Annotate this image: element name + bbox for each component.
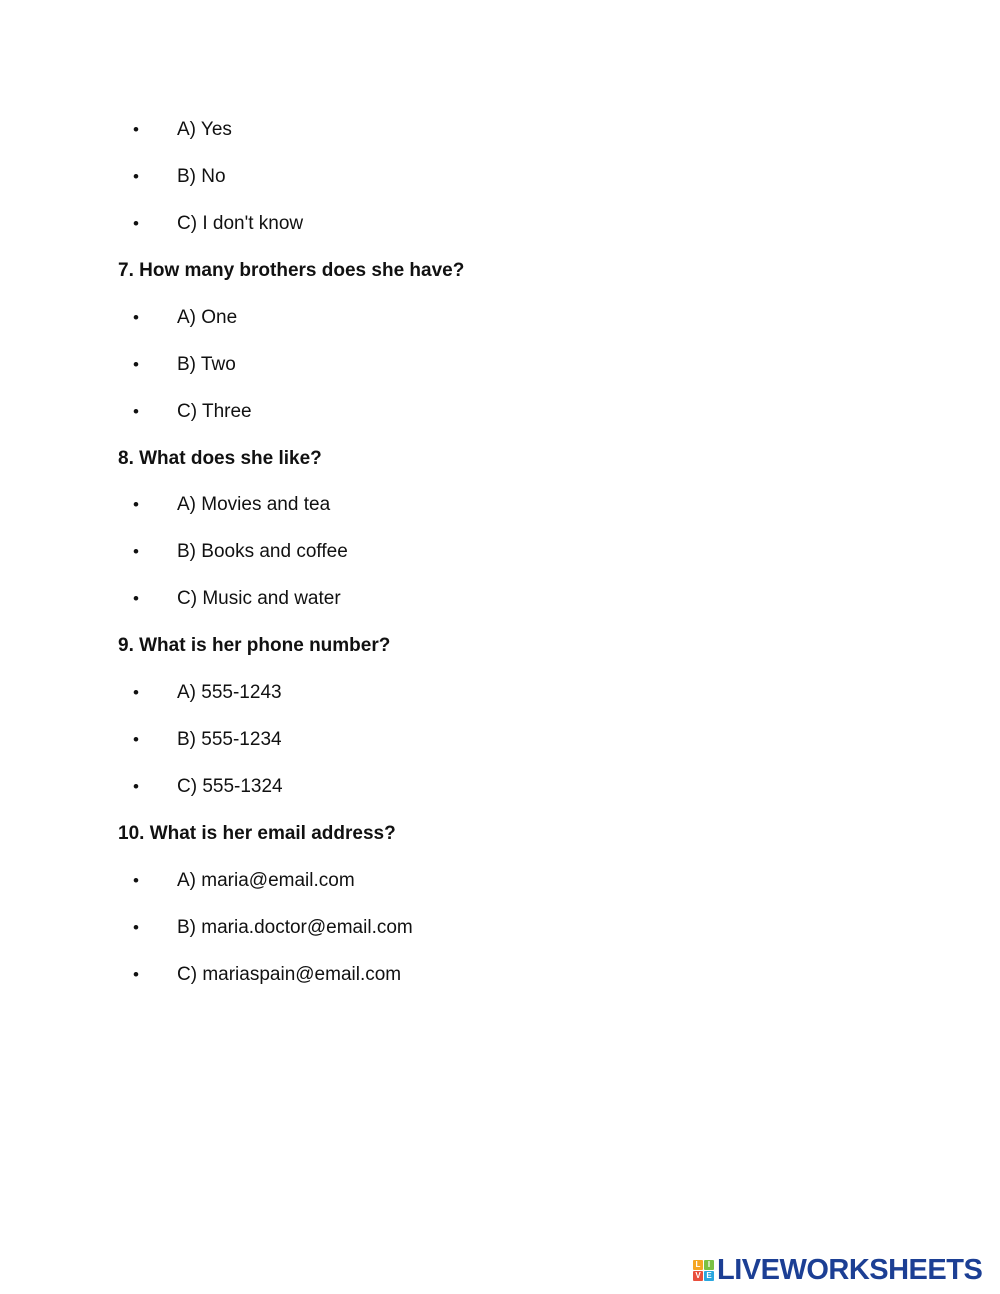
- bullet: •: [133, 308, 139, 327]
- option-label: B) No: [177, 166, 226, 187]
- logo-mark-icon: [693, 1260, 714, 1281]
- logo-mark-cell: V: [693, 1271, 703, 1281]
- option-q8-c[interactable]: [133, 588, 341, 610]
- bullet: •: [133, 683, 139, 702]
- option-label: C) Three: [177, 401, 252, 422]
- bullet: •: [133, 355, 139, 374]
- option-label: A) Movies and tea: [177, 494, 331, 515]
- option-label: C) mariaspain@email.com: [177, 964, 402, 985]
- option-label: C) I don't know: [177, 213, 304, 234]
- question-10-title: 10. What is her email address?: [118, 823, 396, 844]
- option-q9-b[interactable]: [133, 729, 282, 751]
- option-q8-b[interactable]: [133, 541, 348, 563]
- logo-mark-cell: L: [693, 1260, 703, 1270]
- option-q9-c[interactable]: [133, 776, 283, 798]
- logo-text: LIVEWORKSHEETS: [717, 1254, 983, 1286]
- option-q7-c[interactable]: [133, 401, 252, 423]
- option-label: A) maria@email.com: [177, 870, 355, 891]
- bullet: •: [133, 965, 139, 984]
- bullet: •: [133, 495, 139, 514]
- liveworksheets-logo: [693, 1255, 982, 1285]
- option-q6-b[interactable]: [133, 166, 226, 188]
- option-q6-a[interactable]: [133, 119, 232, 141]
- option-label: C) Music and water: [177, 588, 341, 609]
- bullet: •: [133, 918, 139, 937]
- option-q8-a[interactable]: [133, 494, 330, 516]
- option-q10-c[interactable]: [133, 964, 401, 986]
- option-q7-a[interactable]: [133, 307, 237, 329]
- option-label: B) Two: [177, 354, 236, 375]
- bullet: •: [133, 730, 139, 749]
- bullet: •: [133, 542, 139, 561]
- bullet: •: [133, 589, 139, 608]
- option-label: B) Books and coffee: [177, 541, 348, 562]
- option-label: B) maria.doctor@email.com: [177, 917, 413, 938]
- bullet: •: [133, 871, 139, 890]
- option-label: B) 555-1234: [177, 729, 282, 750]
- option-q7-b[interactable]: [133, 354, 236, 376]
- question-8-title: 8. What does she like?: [118, 448, 322, 469]
- option-label: A) Yes: [177, 119, 232, 140]
- option-q10-b[interactable]: [133, 917, 413, 939]
- option-label: A) One: [177, 307, 238, 328]
- option-q6-c[interactable]: [133, 213, 303, 235]
- question-7-title: 7. How many brothers does she have?: [118, 260, 465, 281]
- logo-mark-cell: E: [704, 1271, 714, 1281]
- question-9-title: 9. What is her phone number?: [118, 635, 391, 656]
- bullet: •: [133, 214, 139, 233]
- bullet: •: [133, 120, 139, 139]
- option-q10-a[interactable]: [133, 870, 355, 892]
- bullet: •: [133, 167, 139, 186]
- option-label: A) 555-1243: [177, 682, 282, 703]
- logo-mark-cell: I: [704, 1260, 714, 1270]
- option-q9-a[interactable]: [133, 682, 282, 704]
- option-label: C) 555-1324: [177, 776, 283, 797]
- bullet: •: [133, 402, 139, 421]
- bullet: •: [133, 777, 139, 796]
